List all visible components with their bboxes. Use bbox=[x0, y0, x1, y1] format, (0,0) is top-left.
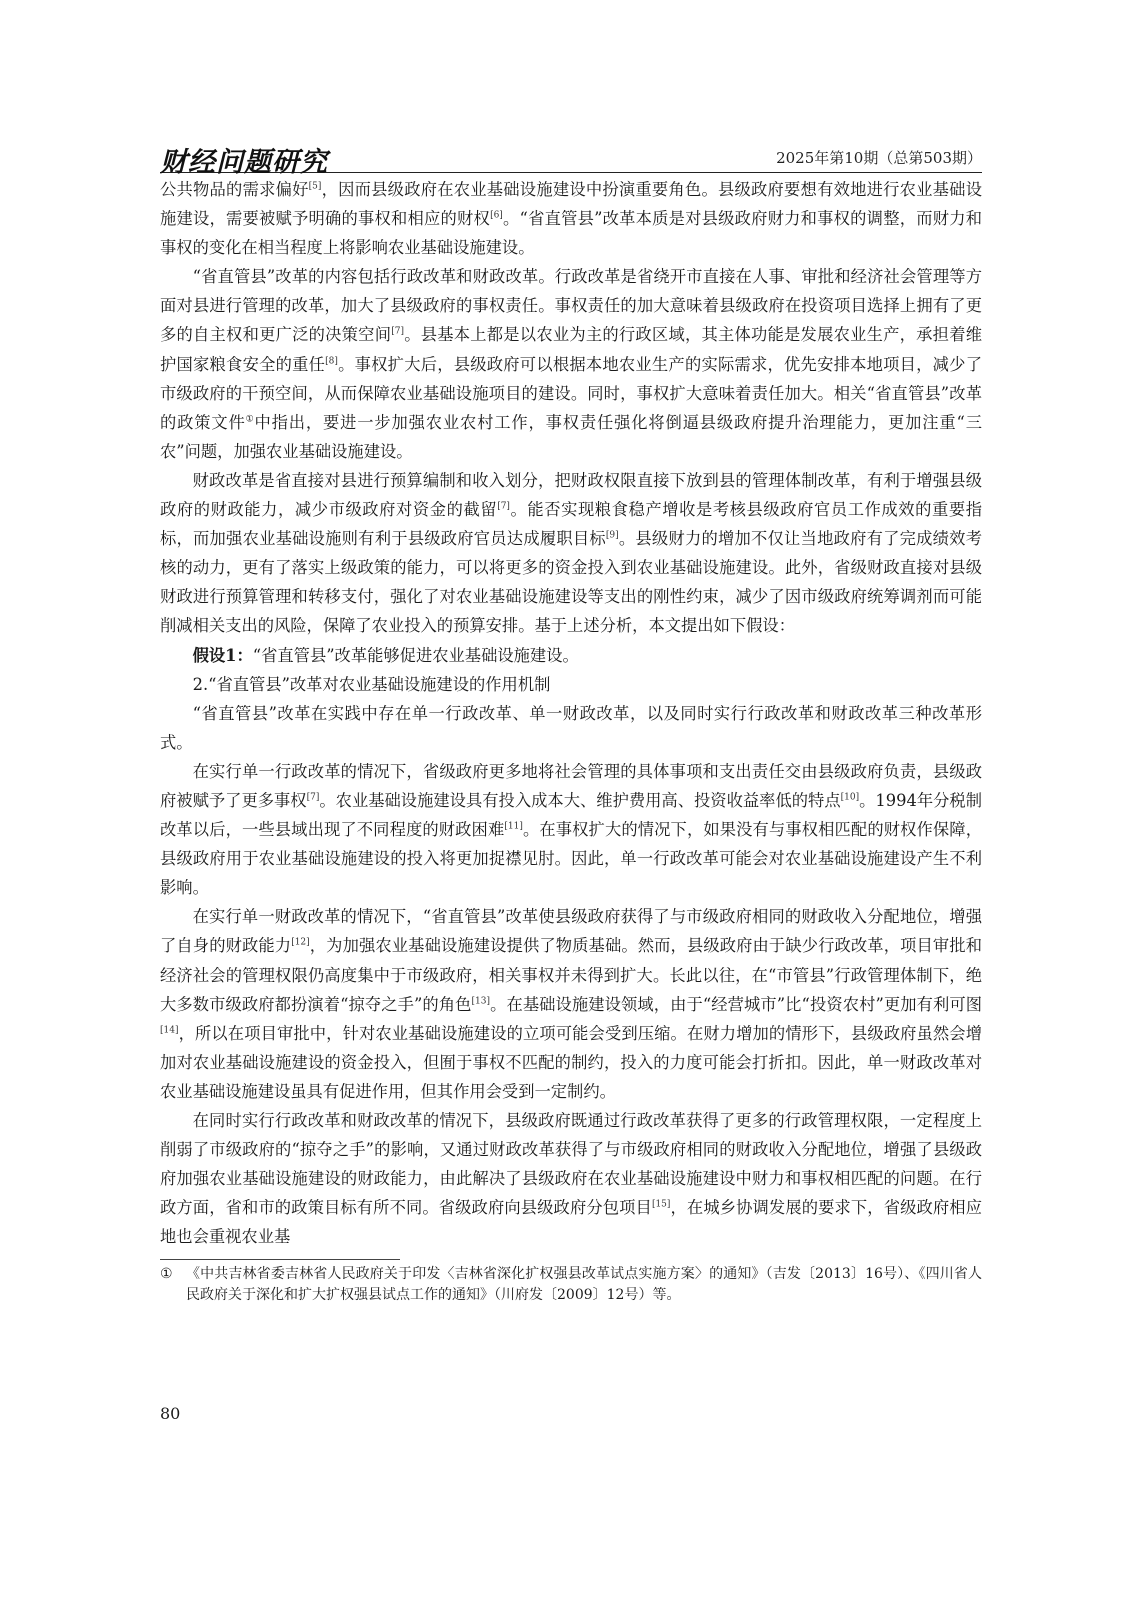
body-text bbox=[160, 175, 982, 1251]
citation[interactable]: [7] bbox=[497, 501, 510, 512]
citation[interactable]: [5] bbox=[308, 181, 322, 192]
citation[interactable]: [6] bbox=[490, 210, 503, 221]
footnote-divider bbox=[160, 1259, 400, 1260]
footnote-number: ① bbox=[160, 1266, 173, 1283]
hypothesis-text: “省直管县”改革能够促进农业基础设施建设。 bbox=[252, 645, 579, 665]
hypothesis-label: 假设1： bbox=[192, 645, 253, 665]
paragraph: 在实行单一财政改革的情况下，“省直管县”改革使县级政府获得了与市级政府相同的财政收入分配地位，增强了自身的财政能力[12]，为加强农业基础设施建设提供了物质基础。然而，县级政府由于缺少行政改革，项目审批和经济社会的管理权限仍高度集中于市级政府，相关事权并未得到扩大。长此以往，在“市管县”行政管理体制下，绝大多数市级政府都扮演着“掠夺之手”的角色[13]。在基础设施建设领域，由于“经营城市”比“投资农村”更加有利可图[14]，所以在项目审批中，针对农业基础设施建设的立项可能会受到压缩。在财力增加的情形下，县级政府虽然会增加对农业基础设施建设的资金投入，但囿于事权不匹配的制约，投入的力度可能会打折扣。因此，单一财政改革对农业基础设施建设虽具有促进作用，但其作用会受到一定制约。 bbox=[160, 907, 982, 1101]
paragraph: 在同时实行行政改革和财政改革的情况下，县级政府既通过行政改革获得了更多的行政管理权限，一定程度上削弱了市级政府的“掠夺之手”的影响，又通过财政改革获得了与市级政府相同的财政收入分配地位，增强了县级政府加强农业基础设施建设的财政能力，由此解决了县级政府在农业基础设施建设中财力和事权相匹配的问题。在行政方面，省和市的政策目标有所不同。省级政府向县级政府分包项目[15]，在城乡协调发展的要求下，省级政府相应地也会重视农业基 bbox=[160, 1111, 982, 1247]
page bbox=[160, 140, 982, 1306]
citation[interactable]: [11] bbox=[504, 821, 523, 832]
page-number: 80 bbox=[160, 1404, 181, 1423]
hypothesis bbox=[160, 641, 982, 670]
paragraph: 财政改革是省直接对县进行预算编制和收入划分，把财政权限直接下放到县的管理体制改革，有利于增强县级政府的财政能力，减少市级政府对资金的截留[7]。能否实现粮食稳产增收是考核县级政府官员工作成效的重要指标，而加强农业基础设施则有利于县级政府官员达成履职目标[9]。县级财力的增加不仅让当地政府有了完成绩效考核的动力，更有了落实上级政策的能力，可以将更多的资金投入到农业基础设施建设。此外，省级财政直接对县级财政进行预算管理和转移支付，强化了对农业基础设施建设等支出的刚性约束，减少了因市级政府统筹调剂而可能削减相关支出的风险，保障了农业投入的预算安排。基于上述分析，本文提出如下假设： bbox=[160, 470, 982, 636]
paragraph: 在实行单一行政改革的情况下，省级政府更多地将社会管理的具体事项和支出责任交由县级政府负责，县级政府被赋予了更多事权[7]。农业基础设施建设具有投入成本大、维护费用高、投资收益率低的特点[10]。1994年分税制改革以后，一些县域出现了不同程度的财政困难[11]。在事权扩大的情况下，如果没有与事权相匹配的财权作保障，县级政府用于农业基础设施建设的投入将更加捉襟见肘。因此，单一行政改革可能会对农业基础设施建设产生不利影响。 bbox=[160, 761, 982, 898]
paragraph: 公共物品的需求偏好[5]，因而县级政府在农业基础设施建设中扮演重要角色。县级政府要想有效地进行农业基础设施建设，需要被赋予明确的事权和相应的财权[6]。“省直管县”改革本质是对县级政府财力和事权的调整，而财力和事权的变化在相当程度上将影响农业基础设施建设。 bbox=[160, 180, 982, 258]
citation[interactable]: [14] bbox=[160, 1025, 179, 1036]
footnote-text: 《中共吉林省委吉林省人民政府关于印发〈吉林省深化扩权强县改革试点实施方案〉的通知》（吉发〔2013〕16号）、《四川省人民政府关于深化和扩大扩权强县试点工作的通知》（川府发〔2009〕12号）等。 bbox=[186, 1266, 982, 1304]
citation[interactable]: [10] bbox=[840, 792, 860, 803]
paragraph: “省直管县”改革的内容包括行政改革和财政改革。行政改革是省绕开市直接在人事、审批和经济社会管理等方面对县进行管理的改革，加大了县级政府的事权责任。事权责任的加大意味着县级政府在投资项目选择上拥有了更多的自主权和更广泛的决策空间[7]。县基本上都是以农业为主的行政区域，其主体功能是发展农业生产，承担着维护国家粮食安全的重任[8]。事权扩大后，县级政府可以根据本地农业生产的实际需求，优先安排本地项目，减少了市级政府的干预空间，从而保障农业基础设施项目的建设。同时，事权扩大意味着责任加大。相关“省直管县”改革的政策文件①中指出，要进一步加强农业农村工作，事权责任强化将倒逼县级政府提升治理能力，更加注重“三农”问题，加强农业基础设施建设。 bbox=[160, 267, 982, 461]
subheading: 2.“省直管县”改革对农业基础设施建设的作用机制 bbox=[192, 674, 551, 694]
paragraph: “省直管县”改革在实践中存在单一行政改革、单一财政改革，以及同时实行行政改革和财政改革三种改革形式。 bbox=[160, 703, 982, 752]
journal-logo: 财经问题研究 bbox=[160, 147, 328, 178]
issue-info: 2025年第10期（总第503期） bbox=[776, 149, 982, 167]
page-header bbox=[160, 140, 982, 178]
citation[interactable]: [8] bbox=[325, 356, 338, 367]
citation[interactable]: [7] bbox=[391, 327, 404, 338]
footnote-marker[interactable]: ① bbox=[245, 414, 255, 425]
footnote bbox=[160, 1264, 982, 1306]
citation[interactable]: [15] bbox=[651, 1199, 671, 1210]
citation[interactable]: [12] bbox=[291, 938, 310, 949]
citation[interactable]: [13] bbox=[471, 996, 490, 1007]
citation[interactable]: [9] bbox=[605, 530, 619, 541]
citation[interactable]: [7] bbox=[306, 792, 320, 803]
